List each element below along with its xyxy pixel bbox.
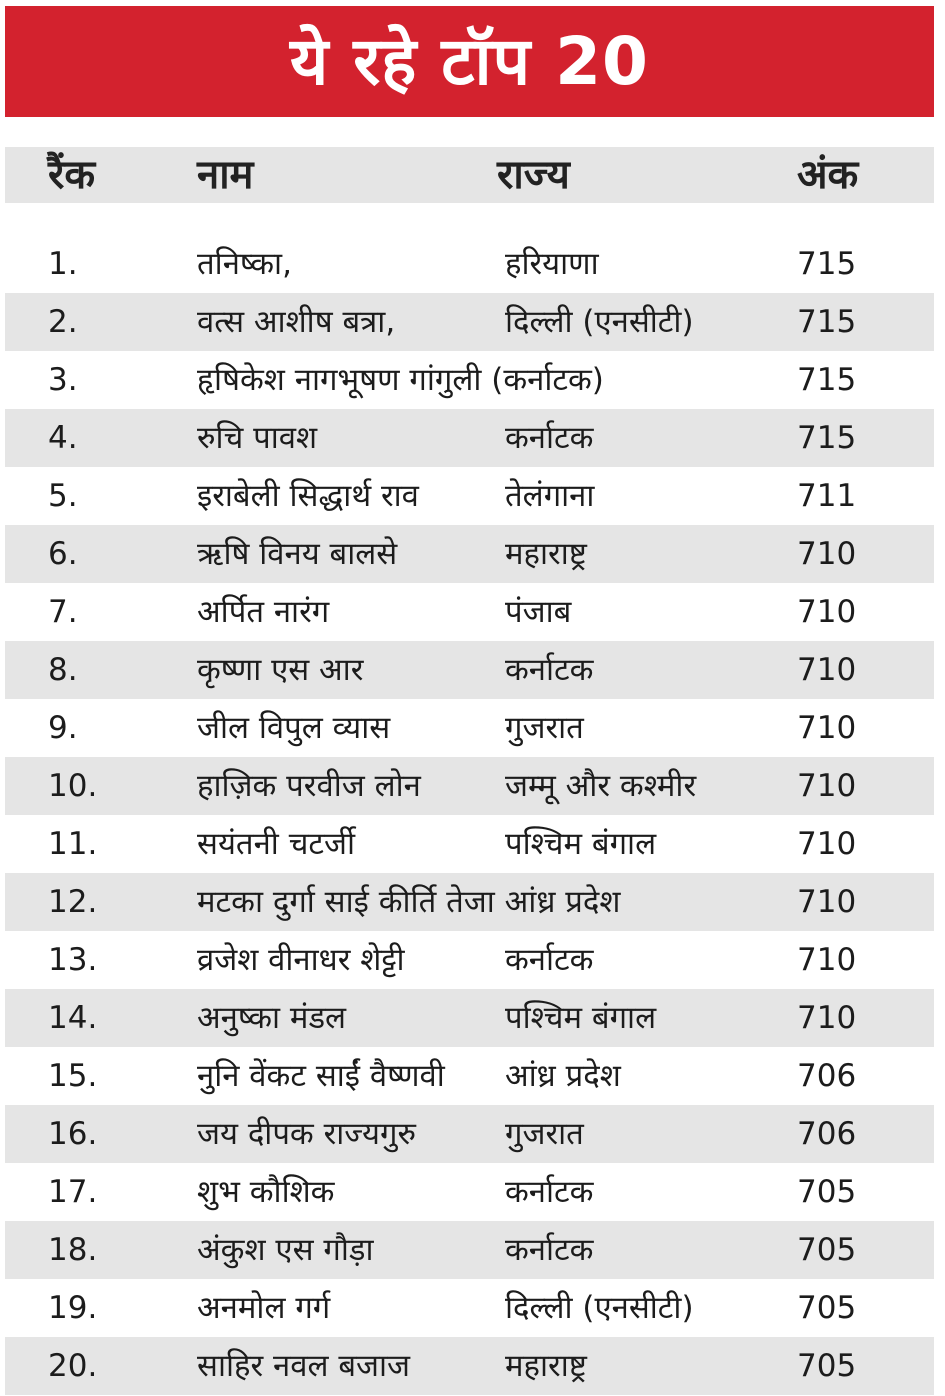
score-cell: 715: [797, 246, 857, 282]
rank-cell: 16.: [48, 1116, 98, 1152]
table-row: [5, 293, 934, 351]
table-row: [5, 525, 934, 583]
table-row: [5, 641, 934, 699]
table-row: [5, 873, 934, 931]
state-cell: दिल्ली (एनसीटी): [505, 1290, 694, 1326]
rank-cell: 5.: [48, 478, 78, 514]
rank-cell: 15.: [48, 1058, 98, 1094]
score-cell: 715: [797, 420, 857, 456]
name-cell: इराबेली सिद्धार्थ राव: [197, 478, 419, 514]
score-cell: 710: [797, 594, 857, 630]
table-body: [5, 235, 934, 1395]
rank-cell: 17.: [48, 1174, 98, 1210]
table-row: [5, 1105, 934, 1163]
rank-cell: 11.: [48, 826, 98, 862]
state-cell: गुजरात: [505, 710, 584, 746]
table-row: [5, 1221, 934, 1279]
rank-cell: 12.: [48, 884, 98, 920]
name-cell: जय दीपक राज्यगुरु: [197, 1116, 417, 1152]
rank-cell: 3.: [48, 362, 78, 398]
rank-cell: 9.: [48, 710, 78, 746]
name-cell: अनमोल गर्ग: [197, 1290, 331, 1326]
name-cell: सयंतनी चटर्जी: [197, 826, 356, 862]
state-cell: हरियाणा: [505, 246, 599, 282]
table-row: [5, 467, 934, 525]
state-cell: पंजाब: [505, 594, 572, 630]
score-cell: 710: [797, 884, 857, 920]
page-title: ये रहे टॉप 20: [290, 22, 649, 100]
table-row: [5, 1163, 934, 1221]
table-header: [5, 147, 934, 203]
state-cell: कर्नाटक: [505, 652, 594, 688]
name-cell: ऋषि विनय बालसे: [197, 536, 398, 572]
score-cell: 710: [797, 768, 857, 804]
header-name: नाम: [197, 152, 254, 198]
table-row: [5, 757, 934, 815]
state-cell: जम्मू और कश्मीर: [505, 768, 697, 804]
table-row: [5, 1279, 934, 1337]
rank-cell: 1.: [48, 246, 78, 282]
score-cell: 715: [797, 362, 857, 398]
state-cell: दिल्ली (एनसीटी): [505, 304, 694, 340]
rank-cell: 8.: [48, 652, 78, 688]
state-cell: तेलंगाना: [505, 478, 595, 514]
rank-cell: 6.: [48, 536, 78, 572]
rank-cell: 14.: [48, 1000, 98, 1036]
table-row: [5, 1337, 934, 1395]
name-cell: साहिर नवल बजाज: [197, 1348, 411, 1384]
rank-cell: 19.: [48, 1290, 98, 1326]
name-cell: अंकुश एस गौड़ा: [197, 1232, 374, 1268]
table-row: [5, 815, 934, 873]
rank-cell: 18.: [48, 1232, 98, 1268]
title-banner: [5, 6, 934, 117]
table-row: [5, 351, 934, 409]
rank-cell: 2.: [48, 304, 78, 340]
header-state: राज्य: [497, 152, 570, 198]
name-cell: अर्पित नारंग: [197, 594, 330, 630]
name-cell: अनुष्का मंडल: [197, 1000, 347, 1036]
score-cell: 710: [797, 942, 857, 978]
state-cell: गुजरात: [505, 1116, 584, 1152]
name-cell: कृष्णा एस आर: [197, 652, 364, 688]
state-cell: कर्नाटक: [505, 942, 594, 978]
rank-cell: 4.: [48, 420, 78, 456]
state-cell: कर्नाटक: [505, 1174, 594, 1210]
table-row: [5, 235, 934, 293]
table-row: [5, 583, 934, 641]
rank-cell: 10.: [48, 768, 98, 804]
name-cell: नुनि वेंकट साईं वैष्णवी: [197, 1058, 445, 1094]
score-cell: 705: [797, 1232, 857, 1268]
state-cell: महाराष्ट्र: [505, 1348, 587, 1384]
name-cell: शुभ कौशिक: [197, 1174, 335, 1210]
header-score: अंक: [797, 152, 859, 198]
header-rank: रैंक: [48, 152, 96, 198]
score-cell: 705: [797, 1348, 857, 1384]
rank-cell: 13.: [48, 942, 98, 978]
score-cell: 711: [797, 478, 857, 514]
score-cell: 705: [797, 1290, 857, 1326]
score-cell: 710: [797, 1000, 857, 1036]
score-cell: 710: [797, 710, 857, 746]
score-cell: 715: [797, 304, 857, 340]
name-cell: व्रजेश वीनाधर शेट्टी: [197, 942, 405, 978]
rank-cell: 20.: [48, 1348, 98, 1384]
state-cell: आंध्र प्रदेश: [505, 1058, 621, 1094]
score-cell: 705: [797, 1174, 857, 1210]
state-cell: महाराष्ट्र: [505, 536, 587, 572]
table-row: [5, 409, 934, 467]
name-cell: वत्स आशीष बत्रा,: [197, 304, 396, 340]
state-cell: कर्नाटक: [505, 420, 594, 456]
table-row: [5, 989, 934, 1047]
table-row: [5, 699, 934, 757]
state-cell: पश्चिम बंगाल: [505, 826, 657, 862]
name-cell: हृषिकेश नागभूषण गांगुली (कर्नाटक): [197, 362, 604, 398]
table-row: [5, 931, 934, 989]
name-cell: रुचि पावश: [197, 420, 318, 456]
score-cell: 710: [797, 652, 857, 688]
rank-cell: 7.: [48, 594, 78, 630]
score-cell: 706: [797, 1058, 857, 1094]
name-cell: जील विपुल व्यास: [197, 710, 391, 746]
name-cell: हाज़िक परवीज लोन: [197, 768, 421, 804]
name-cell: तनिष्का,: [197, 246, 292, 282]
name-cell: मटका दुर्गा साई कीर्ति तेजा आंध्र प्रदेश: [197, 884, 621, 920]
state-cell: पश्चिम बंगाल: [505, 1000, 657, 1036]
score-cell: 710: [797, 536, 857, 572]
score-cell: 710: [797, 826, 857, 862]
state-cell: कर्नाटक: [505, 1232, 594, 1268]
table-row: [5, 1047, 934, 1105]
score-cell: 706: [797, 1116, 857, 1152]
